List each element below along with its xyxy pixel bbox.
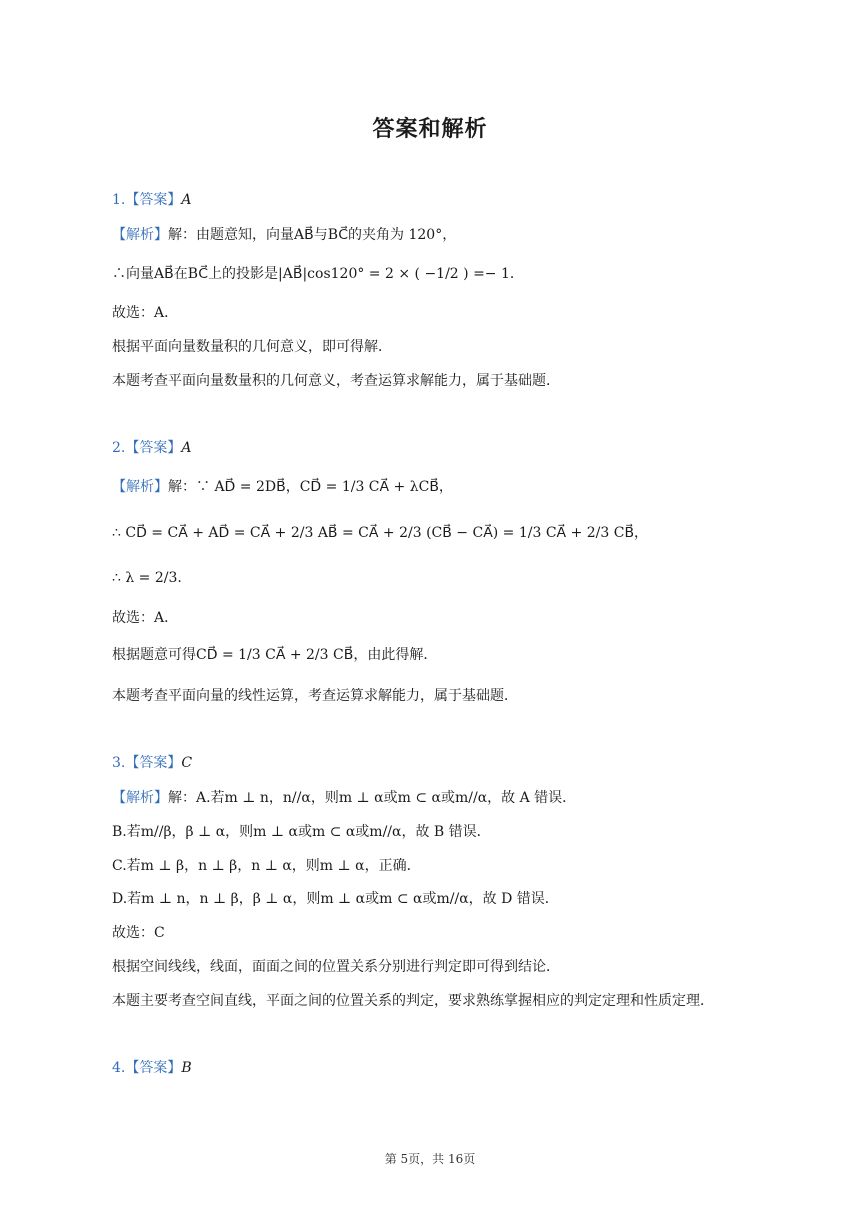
q4-answer-tag: 【答案】	[125, 1060, 182, 1076]
q3-number: 3.	[112, 755, 126, 771]
q2-line4: 故选：A．	[112, 610, 179, 626]
page-footer: 第 5页，共 16页	[384, 1152, 476, 1166]
q3-line5: 故选：C	[112, 925, 165, 941]
q1-answer: A	[181, 192, 192, 208]
page-title: 答案和解析	[372, 117, 488, 142]
q2-line5: 根据题意可得CD⃗ = 1/3 CA⃗ + 2/3 CB⃗，由此得解．	[112, 647, 438, 663]
q3-line2: B.若m//β，β ⊥ α，则m ⊥ α或m ⊂ α或m//α，故 B 错误．	[112, 824, 491, 840]
q3-analysis-line	[112, 788, 752, 808]
q1-answer-line	[112, 190, 752, 210]
q3-answer-tag: 【答案】	[125, 755, 182, 771]
q3-line1: 解：A.若m ⊥ n，n//α，则m ⊥ α或m ⊂ α或m//α，故 A 错误．	[168, 790, 577, 806]
q2-line6: 本题考查平面向量的线性运算，考查运算求解能力，属于基础题．	[112, 688, 518, 704]
q2-line3: ∴ λ = 2/3.	[112, 570, 182, 586]
q2-line1: 解：∵ AD⃗ = 2DB⃗，CD⃗ = 1/3 CA⃗ + λCB⃗，	[168, 479, 453, 495]
q3-line4: D.若m ⊥ n，n ⊥ β，β ⊥ α，则m ⊥ α或m ⊂ α或m//α，故 D 错误．	[112, 891, 559, 907]
q1-analysis-line	[112, 225, 752, 245]
q2-answer-line	[112, 438, 752, 458]
q3-line6: 根据空间线线，线面，面面之间的位置关系分别进行判定即可得到结论．	[112, 959, 560, 975]
q1-number: 1.	[112, 192, 126, 208]
q2-number: 2.	[112, 440, 126, 456]
q3-line3: C.若m ⊥ β，n ⊥ β，n ⊥ α，则m ⊥ α，正确．	[112, 858, 421, 874]
q1-line3: 故选：A．	[112, 305, 179, 321]
q1-answer-tag: 【答案】	[125, 192, 182, 208]
q1-line1: 解：由题意知，向量AB⃗与BC⃗的夹角为 120°，	[168, 227, 457, 243]
q2-analysis-tag: 【解析】	[112, 479, 168, 495]
q2-answer: A	[181, 440, 192, 456]
q4-answer-line	[112, 1058, 752, 1078]
q1-line2: ∴向量AB⃗在BC⃗上的投影是|AB⃗|cos120° = 2 × ( −1/2 ) =− 1．	[112, 266, 524, 282]
q3-answer: C	[181, 755, 193, 771]
q2-analysis-line	[112, 477, 752, 497]
q3-line7: 本题主要考查空间直线，平面之间的位置关系的判定，要求熟练掌握相应的判定定理和性质定理．	[112, 993, 714, 1009]
q4-number: 4.	[112, 1060, 126, 1076]
q1-line4: 根据平面向量数量积的几何意义，即可得解．	[112, 339, 392, 355]
q1-analysis-tag: 【解析】	[112, 227, 168, 243]
q2-line2: ∴ CD⃗ = CA⃗ + AD⃗ = CA⃗ + 2/3 AB⃗ = CA⃗ + 2/3 (CB⃗ − CA⃗) = 1/3 CA⃗ + 2/3 CB⃗，	[112, 525, 649, 541]
q1-line5: 本题考查平面向量数量积的几何意义，考查运算求解能力，属于基础题．	[112, 373, 560, 389]
q2-answer-tag: 【答案】	[125, 440, 182, 456]
q3-analysis-tag: 【解析】	[112, 790, 168, 806]
q3-answer-line	[112, 753, 752, 773]
q4-answer: B	[181, 1060, 192, 1076]
